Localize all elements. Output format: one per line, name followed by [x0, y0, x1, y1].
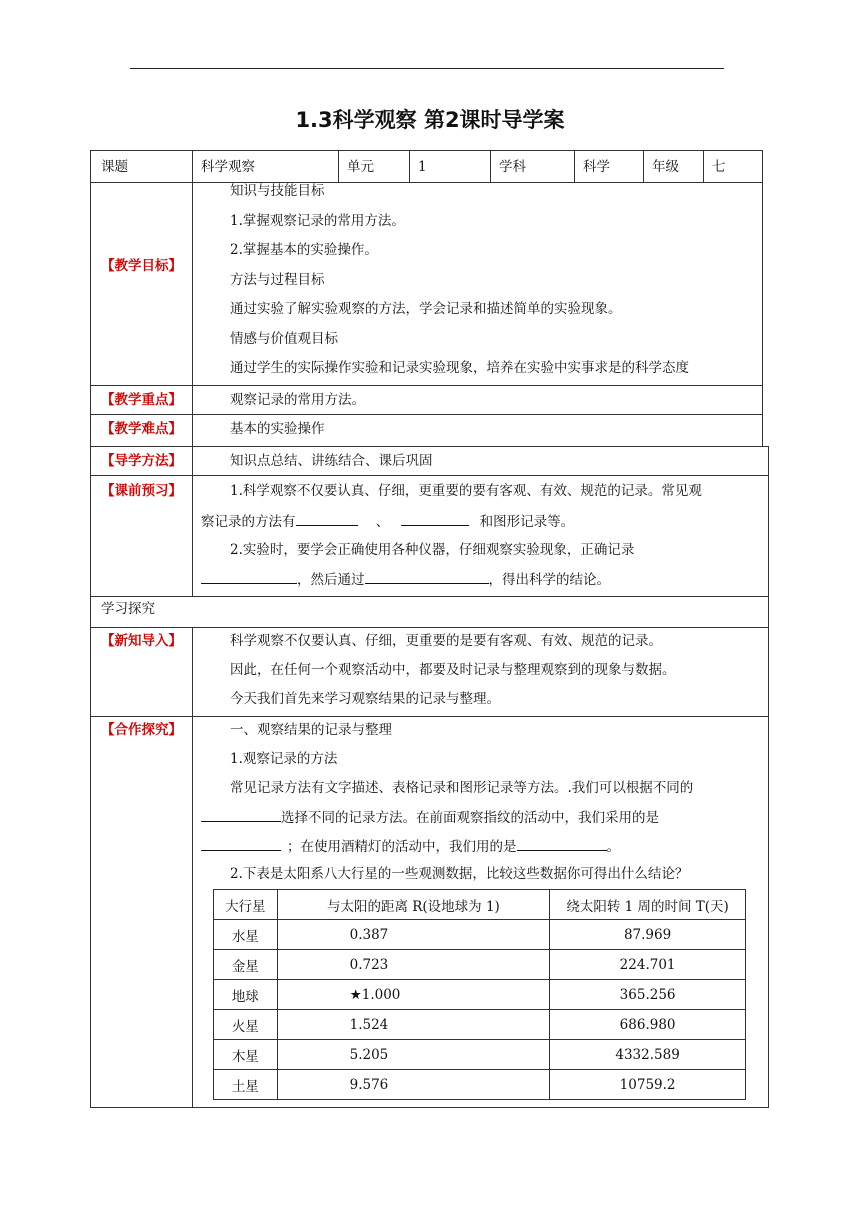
intro-row: [90, 627, 769, 717]
planet-period: 365.256: [550, 980, 746, 1010]
planet-table: [213, 889, 746, 1100]
goals-line: 情感与价值观目标: [230, 331, 338, 347]
planet-distance: 9.576: [277, 1070, 550, 1100]
fill-blank[interactable]: [201, 836, 281, 851]
planet-name: 地球: [214, 980, 278, 1010]
coop-line: 2.下表是太阳系八大行星的一些观测数据，比较这些数据你可得出什么结论？: [230, 866, 689, 882]
fill-blank[interactable]: [401, 511, 469, 526]
coop-line: 常见记录方法有文字描述、表格记录和图形记录等方法。.我们可以根据不同的: [230, 780, 694, 796]
table-row: [214, 980, 746, 1010]
planet-period: 4332.589: [550, 1040, 746, 1070]
planet-name: 火星: [214, 1010, 278, 1040]
intro-line: 今天我们首先来学习观察结果的记录与整理。: [230, 691, 500, 707]
key-point-row: [90, 385, 763, 415]
planet-period: 87.969: [550, 920, 746, 950]
coop-line: ；在使用酒精灯的活动中，我们用的是 。: [201, 836, 620, 856]
goals-line: 知识与技能目标: [230, 183, 325, 199]
fill-blank[interactable]: [365, 569, 489, 584]
table-header: 与太阳的距离 R(设地球为 1): [277, 890, 550, 920]
goals-row: [90, 182, 763, 386]
coop-label: 【合作探究】: [101, 722, 182, 738]
planet-name: 金星: [214, 950, 278, 980]
difficulty-label: 【教学难点】: [101, 421, 182, 437]
planet-period: 686.980: [550, 1010, 746, 1040]
goals-line: 方法与过程目标: [230, 272, 325, 288]
goals-line: 2.掌握基本的实验操作。: [230, 242, 378, 258]
intro-line: 科学观察不仅要认真、仔细，更重要的是要有客观、有效、规范的记录。: [230, 633, 662, 649]
table-header-row: [214, 890, 746, 920]
subject-label: 学科: [499, 159, 526, 175]
planet-name: 木星: [214, 1040, 278, 1070]
header-row: [90, 150, 763, 183]
subject-value: 科学: [583, 159, 610, 175]
unit-label: 单元: [347, 159, 374, 175]
preview-line: 1.科学观察不仅要认真、仔细，更重要的要有客观、有效、规范的记录。常见观: [230, 483, 702, 499]
planet-distance: 5.205: [277, 1040, 550, 1070]
fill-blank[interactable]: [296, 511, 358, 526]
method-text: 知识点总结、讲练结合、课后巩固: [230, 453, 433, 469]
table-row: [214, 920, 746, 950]
table-row: [214, 1010, 746, 1040]
fill-blank[interactable]: [517, 836, 607, 851]
page-title: 1.3科学观察 第2课时导学案: [295, 108, 565, 132]
difficulty-row: [90, 414, 763, 447]
goals-line: 通过学生的实际操作实验和记录实验现象，培养在实验中实事求是的科学态度: [230, 360, 689, 376]
difficulty-text: 基本的实验操作: [230, 421, 325, 437]
preview-line: 2.实验时，要学会正确使用各种仪器，仔细观察实验现象，正确记录: [230, 542, 635, 558]
unit-value: 1: [418, 159, 427, 175]
method-label: 【导学方法】: [101, 453, 182, 469]
planet-distance: 0.723: [277, 950, 550, 980]
explore-title-row: [90, 596, 769, 628]
topic-label: 课题: [101, 159, 128, 175]
table-row: [214, 950, 746, 980]
goals-label: 【教学目标】: [101, 258, 182, 274]
table-header: 绕太阳转 1 周的时间 T(天): [550, 890, 746, 920]
planet-distance: 0.387: [277, 920, 550, 950]
preview-line: 察记录的方法有 、 和图形记录等。: [201, 511, 574, 531]
planet-period: 224.701: [550, 950, 746, 980]
grade-label: 年级: [652, 159, 679, 175]
planet-name: 水星: [214, 920, 278, 950]
explore-title: 学习探究: [101, 601, 155, 617]
key-point-text: 观察记录的常用方法。: [230, 392, 365, 408]
coop-line: 一、观察结果的记录与整理: [230, 722, 392, 738]
planet-name: 土星: [214, 1070, 278, 1100]
fill-blank[interactable]: [201, 807, 281, 822]
intro-line: 因此，在任何一个观察活动中，都要及时记录与整理观察到的现象与数据。: [230, 662, 676, 678]
goals-line: 通过实验了解实验观察的方法，学会记录和描述简单的实验现象。: [230, 301, 622, 317]
topic-value: 科学观察: [201, 159, 255, 175]
fill-blank[interactable]: [201, 569, 297, 584]
goals-line: 1.掌握观察记录的常用方法。: [230, 213, 405, 229]
header-rule: [130, 68, 724, 69]
preview-row: [90, 475, 769, 597]
table-header: 大行星: [214, 890, 278, 920]
preview-label: 【课前预习】: [101, 483, 182, 499]
planet-distance: ★1.000: [277, 980, 550, 1010]
coop-line: 选择不同的记录方法。在前面观察指纹的活动中，我们采用的是: [201, 807, 659, 827]
method-row: [90, 446, 769, 476]
planet-period: 10759.2: [550, 1070, 746, 1100]
key-point-label: 【教学重点】: [101, 392, 182, 408]
coop-line: 1.观察记录的方法: [230, 751, 338, 767]
table-row: [214, 1040, 746, 1070]
planet-distance: 1.524: [277, 1010, 550, 1040]
table-row: [214, 1070, 746, 1100]
preview-line: ，然后通过 ，得出科学的结论。: [201, 569, 610, 589]
intro-label: 【新知导入】: [101, 633, 182, 649]
grade-value: 七: [712, 159, 726, 175]
